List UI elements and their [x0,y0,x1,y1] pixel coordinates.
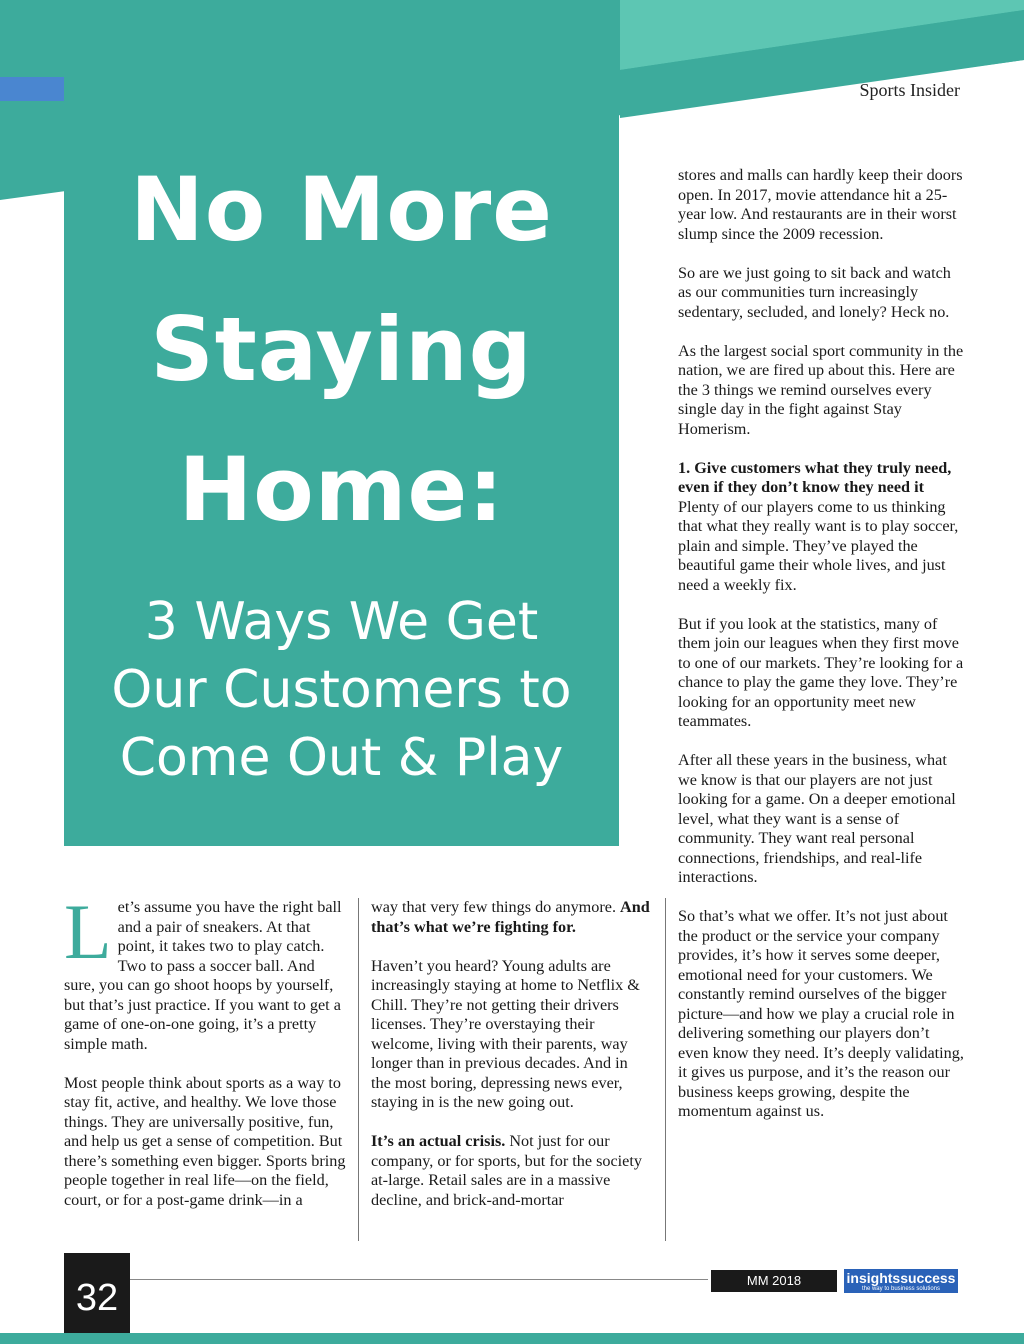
heading-text: 1. Give customers what they truly need, even if they don’t know they need it [678,458,952,496]
emphasis-text: It’s an actual crisis. [371,1132,506,1150]
article-title [64,140,619,560]
article-column-2 [371,898,651,1210]
column-divider [665,898,666,1241]
section-heading [678,459,964,498]
paragraph-text: et’s assume you have the right ball and a pair of sneakers. At that point, it takes two to play catch. Two to pass a soccer ball. And sure, you can go shoot hoops by yourself, but that’s just practice. If you want to get a game of one-on-one going, it’s a pretty simple math. [64,898,342,1053]
paragraph: After all these years in the business, what we know is that our players are not just looking for a game. On a deeper emotional level, what they want is a sense of community. They want real personal connections, friendships, and real-life interactions. [678,751,956,886]
page-number: 32 [64,1253,130,1344]
subtitle-line: 3 Ways We Get [144,592,539,652]
brand-logo [844,1269,958,1293]
paragraph-text: Not just for our company, or for sports, but for the society at-large. Retail sales are in a massive decline, and brick-and-mortar [371,1132,642,1209]
paragraph [371,1132,651,1210]
subtitle-line: Our Customers to [111,660,572,720]
emphasis-text: And that’s what we’re fighting for. [371,898,650,936]
column-divider [358,898,359,1241]
paragraph: Plenty of our players come to us thinking that what they really want is to play soccer, plain and simple. They’ve played the beautiful game their whole lives, and just need a weekly fix. [678,497,959,594]
issue-label: MM 2018 [711,1270,837,1292]
paragraph: But if you look at the statistics, many of them join our leagues when they first move to one of our markets. They’re looking for a chance to play the game they love. They’re looking for an opportunity meet new teammates. [678,614,964,730]
title-line: Staying [150,298,533,401]
brand-name: insightssuccess [846,1270,956,1286]
paragraph: stores and malls can hardly keep their doors open. In 2017, movie attendance hit a 25-year low. And restaurants are in their worst slump since the 2009 recession. [678,166,963,243]
drop-cap: L [64,888,112,975]
paragraph [371,898,651,937]
bottom-accent-band [0,1333,1024,1344]
brand-tagline: the way to business solutions [861,1286,941,1292]
paragraph: Haven’t you heard? Young adults are increasingly staying at home to Netflix & Chill. They’re not getting their drivers licenses. They’re overstaying their welcome, living with their parents, way longer than in previous decades. And in the most boring, depressing news ever, staying in is the new going out. [371,956,640,1111]
article-column-3 [678,166,964,1122]
footer-rule [128,1279,708,1280]
subtitle-line: Come Out & Play [119,728,564,788]
paragraph: Most people think about sports as a way to stay fit, active, and healthy. We love those things. They are universally positive, fun, and help us get a sense of competition. But there’s something even bigger. Sports bring people together in real life—on the field, court, or for a post-game drink—in a [64,1073,346,1209]
section-label: Sports Insider [859,80,960,100]
paragraph [64,888,348,1054]
paragraph: So are we just going to sit back and watch as our communities turn increasingly sedentary, secluded, and lonely? Heck no. [678,263,951,321]
paragraph-text: way that very few things do anymore. [371,898,621,916]
paragraph: As the largest social sport community in the nation, we are fired up about this. Here are the 3 things we remind ourselves every single day in the fight against Stay Homerism. [678,341,964,438]
title-line: Home: [178,438,505,541]
article-column-1 [64,888,348,1210]
hero-panel [64,0,619,846]
article-subtitle [64,588,619,792]
paragraph: So that’s what we offer. It’s not just about the product or the service your company provides, it’s how it serves some deeper, emotional need for your customers. We constantly remind ourselves of the bigger picture—and how we play a crucial role in delivering something our players don’t even know they need. It’s deeply validating, it gives us purpose, and it’s the reason our business keeps growing, despite the momentum against us. [678,907,964,1120]
title-line: No More [130,158,553,261]
